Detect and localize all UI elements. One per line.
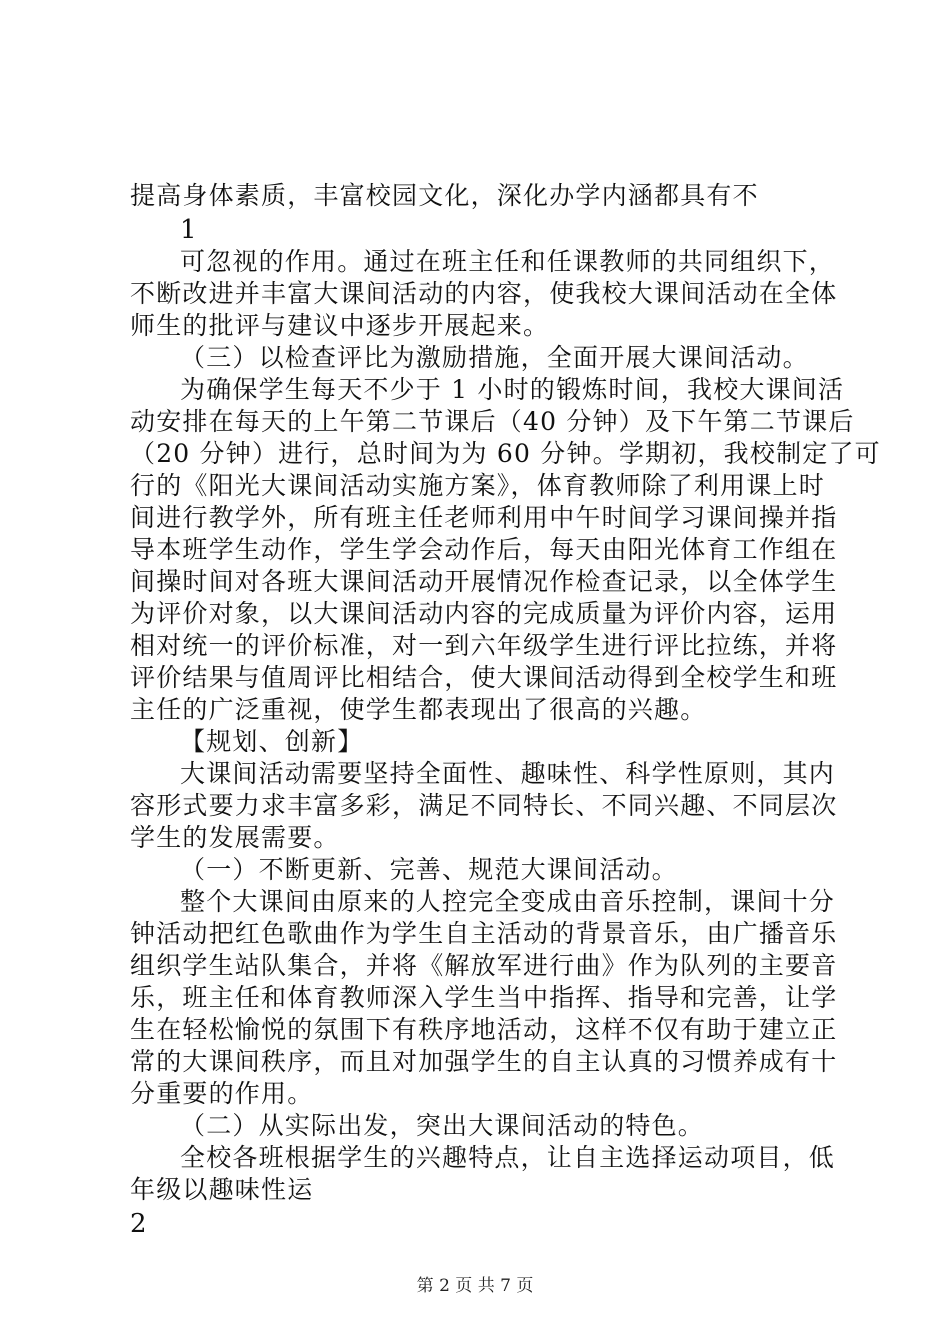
text-line: 乐，班主任和体育教师深入学生当中指挥、指导和完善，让学 [130,983,838,1012]
text-line: 可忽视的作用。通过在班主任和任课教师的共同组织下， [180,247,836,276]
text-line: 组织学生站队集合，并将《解放军进行曲》作为队列的主要音 [130,951,838,980]
text-line: 全校各班根据学生的兴趣特点，让自主选择运动项目，低 [180,1143,836,1172]
section-heading: （三）以检查评比为激励措施，全面开展大课间活动。 [180,343,809,372]
page-number-marker: 2 [130,1209,148,1239]
text-line: 容形式要力求丰富多彩，满足不同特长、不同兴趣、不同层次 [130,791,838,820]
text-line: 间进行教学外，所有班主任老师利用中午时间学习课间操并指 [130,503,838,532]
text-line: 提高身体素质，丰富校园文化，深化办学内涵都具有不 [130,181,759,210]
text-line: 导本班学生动作，学生学会动作后，每天由阳光体育工作组在 [130,535,838,564]
page-number-marker: 1 [180,215,198,245]
text-line: 生在轻松愉悦的氛围下有秩序地活动，这样不仅有助于建立正 [130,1015,838,1044]
text-line: 分重要的作用。 [130,1079,314,1108]
text-line: 大课间活动需要坚持全面性、趣味性、科学性原则，其内 [180,759,836,788]
text-line: 主任的广泛重视，使学生都表现出了很高的兴趣。 [130,695,707,724]
page-footer: 第 2 页 共 7 页 [416,1276,534,1296]
text-line: 动安排在每天的上午第二节课后（40 分钟）及下午第二节课后 [130,407,855,436]
text-line: 为确保学生每天不少于 1 小时的锻炼时间，我校大课间活 [180,375,845,404]
text-line: 师生的批评与建议中逐步开展起来。 [130,311,550,340]
text-line: 钟活动把红色歌曲作为学生自主活动的背景音乐，由广播音乐 [130,919,838,948]
text-line: 间操时间对各班大课间活动开展情况作检查记录，以全体学生 [130,567,838,596]
text-line: 学生的发展需要。 [130,823,340,852]
text-line: 常的大课间秩序，而且对加强学生的自主认真的习惯养成有十 [130,1047,838,1076]
text-line: 为评价对象，以大课间活动内容的完成质量为评价内容，运用 [130,599,838,628]
text-line: 不断改进并丰富大课间活动的内容，使我校大课间活动在全体 [130,279,838,308]
text-line: 评价结果与值周评比相结合，使大课间活动得到全校学生和班 [130,663,838,692]
section-heading: （一）不断更新、完善、规范大课间活动。 [180,855,678,884]
section-heading: 【规划、创新】 [180,727,364,756]
text-line: （20 分钟）进行，总时间为为 60 分钟。学期初，我校制定了可 [130,439,881,468]
text-line: 相对统一的评价标准，对一到六年级学生进行评比拉练，并将 [130,631,838,660]
text-line: 年级以趣味性运 [130,1175,314,1204]
section-heading: （二）从实际出发，突出大课间活动的特色。 [180,1111,705,1140]
text-line: 行的《阳光大课间活动实施方案》，体育教师除了利用课上时 [130,471,825,500]
text-line: 整个大课间由原来的人控完全变成由音乐控制，课间十分 [180,887,836,916]
